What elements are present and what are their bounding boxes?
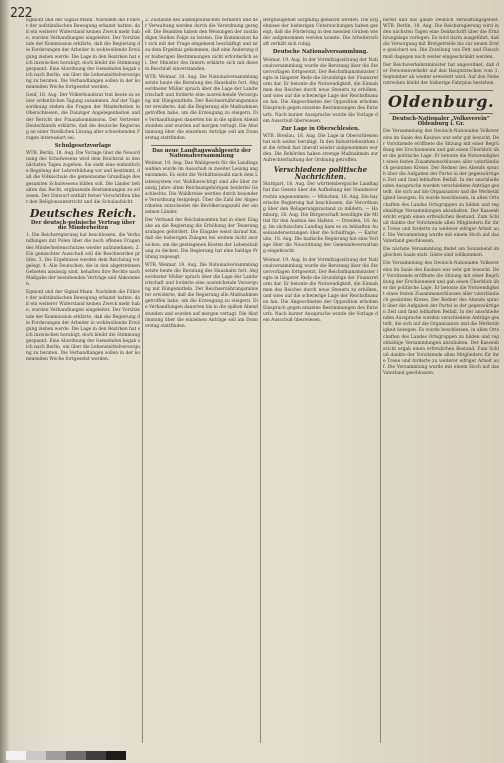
article-headline: Das neue Landtagswahlgesetz der Nationalversammlung: [152, 147, 251, 160]
article-text: Die Versammlung des Deutsch-Nationalen Volksvereins im Saale des Kasinos war sehr gut besucht. Der Vorsitzende eröffnete die Sitzung mit einer Begrüßung der Erschienenen und gab einen Überblick über die politische Lage. Er betonte die Notwendigkeit eines festen Zusammenschlusses aller vaterländisch gesinnten Kreise. Der Redner des Abends sprach über die Aufgaben der Partei in der gegenwärtigen Zeit und fand lebhaften Beifall. In der anschließenden Aussprache wurden verschiedene Anträge gestellt, die sich auf die Organisation und die Werbetätigkeit bezogen. Es wurde beschlossen, in allen Ortschaften des Landes Ortsgruppen zu bilden und regelmäßige Versammlungen abzuhalten. Der Kassenbericht ergab einen erfreulichen Bestand. Zum Schluß dankte der Vorsitzende allen Mitgliedern für ihre Treue und forderte zu weiterer eifriger Arbeit auf. Die Versammlung wurde mit einem Hoch auf das Vaterland geschlossen.: [383, 129, 499, 245]
section-heading: Schulgesetzvorlage: [54, 142, 112, 149]
article-text: Egmont und der Signal-Mann. Nachdem die Führer der aufständischen Bewegung erkannt hatten, daß ein weiterer Widerstand keinen Zweck mehr habe, wurden Verhandlungen eingeleitet. Der Vorsitzende der Kommission erklärte, daß die Regierung die Forderungen der Arbeiter in wohlwollende Erwägung ziehen werde. Die Lage in den Bezirken hat sich inzwischen beruhigt, doch bleibt die Stimmung gespannt. Eine Abordnung der Gemeinden begab sich nach Berlin, um über die Lebensmittelversorgung zu beraten. Die Verhandlungen sollen in der kommenden Woche fortgesetzt werden.: [26, 18, 140, 91]
divider: [389, 90, 493, 91]
article-text: Genf, 18. Aug. Der Völkerbundsrat trat heute zu seiner ordentlichen Tagung zusammen. Auf der Tagesordnung stehen die Fragen der Minderheiten in Oberschlesien, die Danziger Angelegenheiten und der Bericht der Finanzkommission. Der Vertreter Deutschlands erklärte, daß die deutsche Regierung an einer friedlichen Lösung aller schwebenden Fragen interessiert sei.: [26, 93, 140, 141]
section-heading: Verschiedene politische Nachrichten.: [273, 165, 368, 182]
column-4: [383, 18, 499, 749]
column-1: [26, 18, 140, 749]
article-text: bereit und das ganze Deutsch Verwaltungsgebiet. WTB. Berlin, 18. Aug. Die Reichsregierung wird in den nächsten Tagen eine Denkschrift über die Ernährungslage vorlegen. Es wird darin ausgeführt, daß die Versorgung mit Brotgetreide bis zur neuen Ernte gesichert sei. Die Zuteilung von Fett und Fleisch muß dagegen noch weiter eingeschränkt werden.: [383, 18, 499, 60]
article-text: WTB. Weimar, 18. Aug. Die Nationalversammlung setzte heute die Beratung des Haushalts fort. Abgeordneter Müller sprach über die Lage der Landwirtschaft und forderte eine ausreichende Versorgung mit Düngemitteln. Der Reichsernährungsminister erwiderte, daß die Regierung alle Maßnahmen getroffen habe, um die Erzeugung zu steigern. Die Verhandlungen dauerten bis in die späten Abendstunden und wurden auf morgen vertagt. Die Abstimmung über die einzelnen Anträge soll am Donnerstag stattfinden.: [145, 262, 258, 329]
divider: [389, 113, 493, 114]
page-gutter-shadow: [0, 0, 10, 763]
article-text: Stuttgart, 18. Aug. Der württembergische Landtag hat das Gesetz über die Aufhebung der Standesvorrechte angenommen. — München, 18. Aug. Die bayerische Regierung hat beschlossen, die Verordnung über den Belagerungszustand zu mildern. — Hamburg, 18. Aug. Die Bürgerschaft bewilligte die Mittel für den Ausbau des Hafens. — Dresden, 18. Aug. Im sächsischen Landtag kam es zu lebhaften Auseinandersetzungen über die Schulfrage. — Karlsruhe, 18. Aug. Die badische Regierung hat eine Vorlage über die Neuordnung der Gemeindeverwaltung eingebracht.: [263, 182, 378, 255]
article-text: WTB. Breslau, 18. Aug. Die Lage in Oberschlesien hat sich weiter beruhigt. In den Industriebezirken ist die Arbeit fast überall wieder aufgenommen worden. Die Behörden haben strenge Maßnahmen zur Aufrechterhaltung der Ordnung getroffen.: [263, 133, 378, 164]
article-text: 2. Zustände des außenpolitischen Verkehrs und der Verwaltung werden durch die Verordnung geregelt. Die Beamten haben den Weisungen der zuständigen Stellen Folge zu leisten. Die Kommission hat sich mit der Frage eingehend beschäftigt und ist zu dem Ergebnis gekommen, daß eine Änderung der bisherigen Bestimmungen nicht erforderlich sei. Der Minister des Innern erklärte sich mit diesem Beschluß einverstanden.: [145, 18, 258, 72]
article-text: Egmont und der Signal-Mann. Nachdem die Führer der aufständischen Bewegung erkannt hatten, daß ein weiterer Widerstand keinen Zweck mehr habe, wurden Verhandlungen eingeleitet. Der Vorsitzende der Kommission erklärte, daß die Regierung die Forderungen der Arbeiter in wohlwollende Erwägung ziehen werde. Die Lage in den Bezirken hat sich inzwischen beruhigt, doch bleibt die Stimmung gespannt. Eine Abordnung der Gemeinden begab sich nach Berlin, um über die Lebensmittelversorgung zu beraten. Die Verhandlungen sollen in der kommenden Woche fortgesetzt werden.: [26, 290, 140, 363]
section-heading: Deutsches Reich.: [29, 206, 137, 220]
article-text: 1. Die Reichsregierung hat beschlossen, die Verhandlungen mit Polen über die noch offenen Fragen des Minderheitenschutzes wieder aufzunehmen. 2. Ein gemischter Ausschuß soll die Beschwerden prüfen. 3. Die Ergebnisse werden dem Reichstag vorgelegt. 4. Alle Deutschen, die in den abgetretenen Gebieten ansässig sind, behalten ihre Rechte nach Maßgabe der bestehenden Verträge und Abkommen.: [26, 233, 140, 288]
article-text: Die nächste Versammlung findet am Sonnabend im gleichen Saale statt. Gäste sind willkommen.: [383, 247, 499, 259]
article-text: Weimar, 19. Aug. Das Wahlgesetz für die Landtagswahlen wurde im Ausschuß in zweiter Lesung angenommen. Es sieht die Verhältniswahl nach dem Listensystem vor. Wahlberechtigt sind alle über zwanzig Jahre alten Reichsangehörigen beiderlei Geschlechts. Die Wahlkreise werden durch besondere Verordnung festgelegt. Über die Zahl der Abgeordneten entscheidet die Bevölkerungszahl der einzelnen Länder.: [145, 161, 258, 216]
article-text: WTB. Berlin, 18. Aug. Die Vorlage über die Neuordnung des Schulwesens wird dem Reichsrat in den nächsten Tagen zugehen. Sie sieht eine einheitliche Regelung der Lehrerbildung vor und bestimmt, daß die Volksschule die gemeinsame Grundlage des gesamten Schulwesens bilden soll. Die Länder behalten das Recht, ergänzende Bestimmungen zu erlassen. Der Entwurf enthält ferner Vorschriften über den Religionsunterricht und die Schulaufsicht.: [26, 151, 140, 205]
divider: [151, 145, 252, 146]
article-text: Die Versammlung des Deutsch-Nationalen Volksvereins im Saale des Kasinos war sehr gut besucht. Der Vorsitzende eröffnete die Sitzung mit einer Begrüßung der Erschienenen und gab einen Überblick über die politische Lage. Er betonte die Notwendigkeit eines festen Zusammenschlusses aller vaterländisch gesinnten Kreise. Der Redner des Abends sprach über die Aufgaben der Partei in der gegenwärtigen Zeit und fand lebhaften Beifall. In der anschließenden Aussprache wurden verschiedene Anträge gestellt, die sich auf die Organisation und die Werbetätigkeit bezogen. Es wurde beschlossen, in allen Ortschaften des Landes Ortsgruppen zu bilden und regelmäßige Versammlungen abzuhalten. Der Kassenbericht ergab einen erfreulichen Bestand. Zum Schluß dankte der Vorsitzende allen Mitgliedern für ihre Treue und forderte zu weiterer eifriger Arbeit auf. Die Versammlung wurde mit einem Hoch auf das Vaterland geschlossen.: [383, 261, 499, 377]
page-number: 222: [10, 6, 32, 21]
section-heading: Oldenburg.: [387, 92, 495, 112]
section-heading: Deutsche Nationalversammlung.: [272, 49, 369, 56]
article-text: Weimar, 19. Aug. In der Vormittagssitzung der Nationalversammlung wurde die Beratung über die Steuervorlagen fortgesetzt. Der Reichsfinanzminister legte in längerer Rede die Grundzüge der Finanzreform dar. Er betonte die Notwendigkeit, die Einnahmen des Reiches durch neue Steuern zu erhöhen, und wies auf die schwierige Lage der Reichsfinanzen hin. Die Abgeordneten der Opposition erhoben Einspruch gegen einzelne Bestimmungen des Entwurfs. Nach kurzer Aussprache wurde die Vorlage dem Ausschuß überwiesen.: [263, 57, 378, 124]
article-text: Bergbaugebiet sorgfältig gemacht werden. Die Ergebnisse der bisherigen Untersuchungen haben gezeigt, daß die Förderung in den meisten Gruben wieder aufgenommen werden konnte. Die Arbeiterschaft verhält sich ruhig.: [263, 18, 378, 48]
article-text: Der Reichsverkehrsminister hat angeordnet, daß der Personenverkehr auf den Hauptstrecken vom 1. September ab wieder erweitert wird. Auf den Nebenstrecken bleibt der bisherige Fahrplan bestehen.: [383, 62, 499, 86]
column-rule: [142, 20, 143, 743]
article-headline: Der deutsch-polnische Vertrag über die Minderheiten: [30, 219, 136, 232]
article-text: WTB. Weimar, 18. Aug. Die Nationalversammlung setzte heute die Beratung des Haushalts fort. Abgeordneter Müller sprach über die Lage der Landwirtschaft und forderte eine ausreichende Versorgung mit Düngemitteln. Der Reichsernährungsminister erwiderte, daß die Regierung alle Maßnahmen getroffen habe, um die Erzeugung zu steigern. Die Verhandlungen dauerten bis in die späten Abendstunden und wurden auf morgen vertagt. Die Abstimmung über die einzelnen Anträge soll am Donnerstag stattfinden.: [145, 74, 258, 141]
article-text: Weimar, 19. Aug. In der Vormittagssitzung der Nationalversammlung wurde die Beratung über die Steuervorlagen fortgesetzt. Der Reichsfinanzminister legte in längerer Rede die Grundzüge der Finanzreform dar. Er betonte die Notwendigkeit, die Einnahmen des Reiches durch neue Steuern zu erhöhen, und wies auf die schwierige Lage der Reichsfinanzen hin. Die Abgeordneten der Opposition erhoben Einspruch gegen einzelne Bestimmungen des Entwurfs. Nach kurzer Aussprache wurde die Vorlage dem Ausschuß überwiesen.: [263, 257, 378, 324]
column-rule: [380, 20, 381, 743]
column-3: [263, 18, 378, 749]
column-2: [145, 18, 258, 749]
column-rule: [260, 20, 261, 743]
color-calibration-strip: [6, 751, 126, 760]
article-text: Der Verband der Reichsbeamten hat in einer Eingabe an die Regierung die Erhöhung der Teuerungszulagen gefordert. Die Eingabe weist darauf hin, daß die bisherigen Zulagen bei weitem nicht ausreichen, um die gestiegenen Kosten der Lebenshaltung zu decken. Die Regierung hat eine baldige Prüfung zugesagt.: [145, 218, 258, 260]
article-headline: Deutsch-Nationaler „Volksverein“ Oldenburg i. Gr.: [392, 116, 490, 128]
article-headline: Zur Lage in Oberschlesien.: [281, 125, 360, 132]
